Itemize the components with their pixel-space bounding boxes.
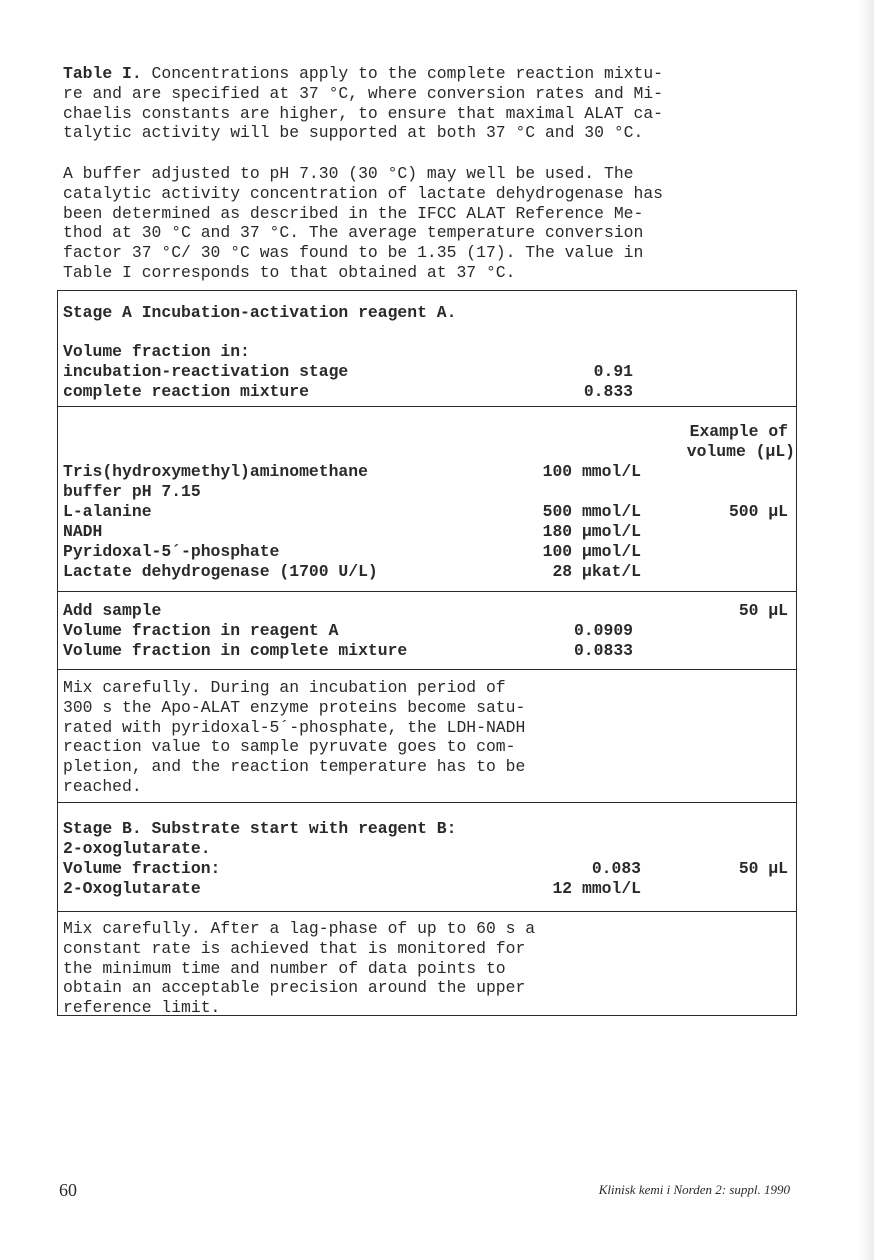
add-sample-section [58,591,796,670]
table-row: Volume fraction in complete mixture 0.0833 [63,641,633,660]
table-row: 2-Oxoglutarate 12 mmol/L [63,879,641,898]
monitoring-text: Mix carefully. After a lag-phase of up to 60 s a constant rate is achieved that is monitored for the minimum time and number of data points to obtain an acceptable precision around the upper reference limit. [63,919,536,1018]
intro-paragraph: A buffer adjusted to pH 7.30 (30 °C) may well be used. The catalytic activity concentration of lactate dehydrogenase has been determined as described in the IFCC ALAT Reference Me- thod at 30 °C and 37 °C. The average temperature conversion factor 37 °C/ 30 °C was found to be 1.35 (17). The value in Table I corresponds to that obtained at 37 °C. [63,164,663,282]
stage-b-section [58,802,796,912]
stage-b-title: Stage B. Substrate start with reagent B: [63,819,457,838]
volume-fraction-heading: Volume fraction in: [63,342,250,361]
table-row: Volume fraction in reagent A 0.0909 [63,621,633,640]
journal-citation: Klinisk kemi i Norden 2: suppl. 1990 [598,1182,790,1197]
example-volume-unit-header: volume (µL) [686,442,795,461]
table-row: incubation-reactivation stage 0.91 [63,362,633,381]
protocol-table [57,290,797,1016]
incubation-instructions [58,669,796,803]
stage-a-title: Stage A Incubation-activation reagent A. [63,303,457,322]
example-volume-header: Example of [689,422,788,441]
table-row: buffer pH 7.15 [63,482,201,501]
table-row: NADH 180 µmol/L [63,522,641,541]
table-row: complete reaction mixture 0.833 [63,382,633,401]
table-row: 2-oxoglutarate. [63,839,211,858]
table-caption [63,64,798,143]
reagent-a-composition [58,406,796,592]
table-row: Tris(hydroxymethyl)aminomethane 100 mmol/L [63,462,641,481]
table-row: Add sample 50 µL [63,601,788,620]
table-caption-text: Concentrations apply to the complete reaction mixtu- re and are specified at 37 °C, where conversion rates and Mi- chaelis constants are higher, to ensure that maximal ALAT ca- talytic activity will be supported at both 37 °C and 30 °C. [63,64,664,143]
table-row: Volume fraction: 0.083 50 µL [63,859,788,878]
table-row: Lactate dehydrogenase (1700 U/L) 28 µkat/L [63,562,641,581]
monitoring-instructions [58,911,796,1018]
table-caption-label: Table I. [63,64,142,83]
page-edge-shadow [858,0,874,1260]
page-number: 60 [59,1180,77,1200]
incubation-text: Mix carefully. During an incubation period of 300 s the Apo-ALAT enzyme proteins become satu- rated with pyridoxal-5´-phosphate, the LDH-NADH reaction value to sample pyruvate goes to com- pletion, and the reaction temperature has to be reached. [63,678,526,796]
stage-a-section [58,291,796,407]
table-row: L-alanine 500 mmol/L 500 µL [63,502,788,521]
table-row: Pyridoxal-5´-phosphate 100 µmol/L [63,542,641,561]
